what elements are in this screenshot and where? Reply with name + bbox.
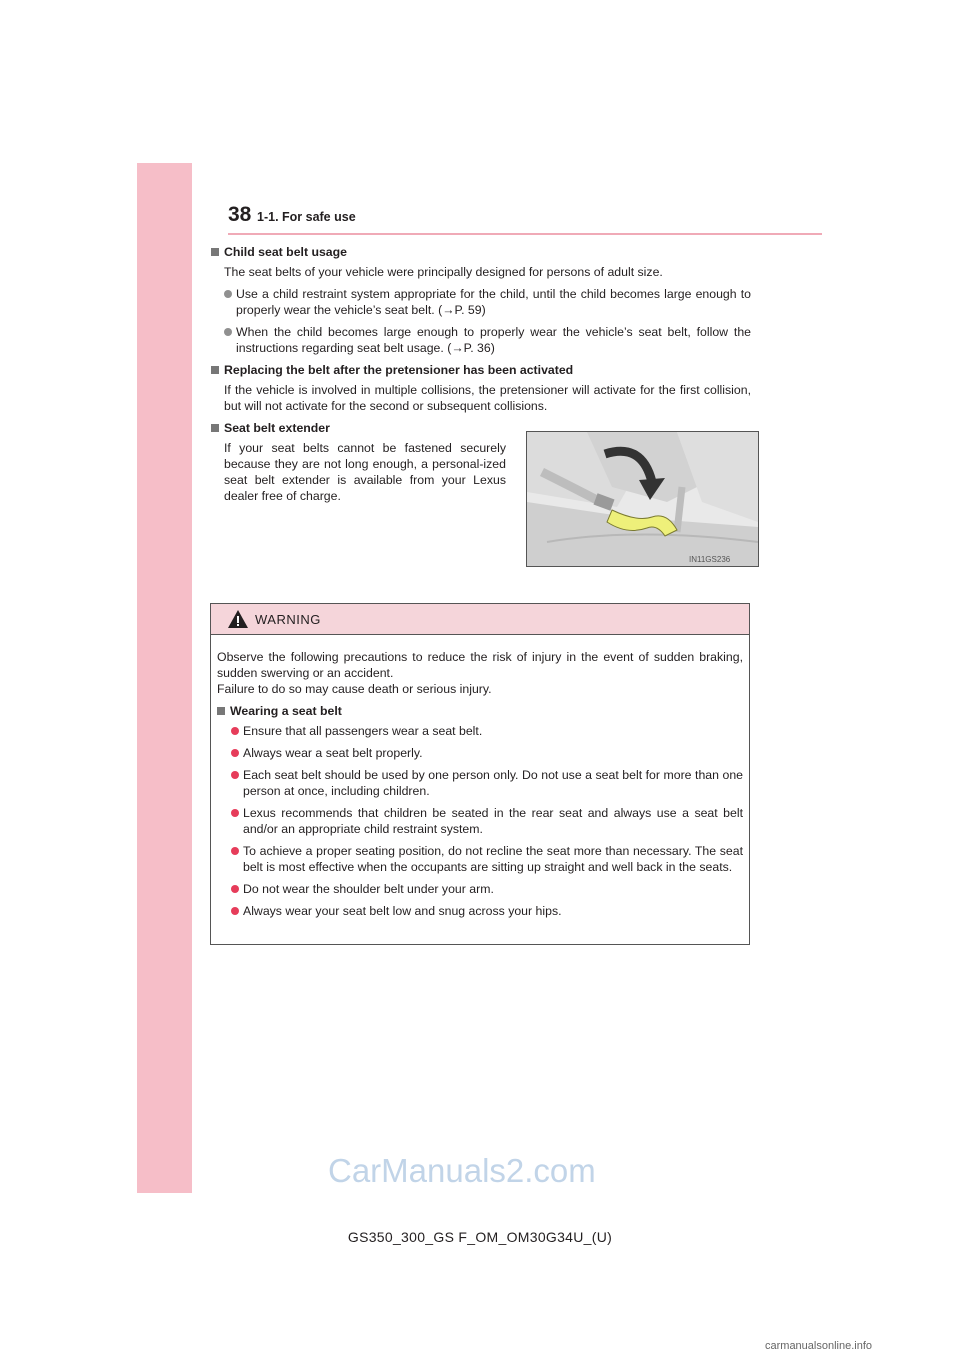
warning-label: WARNING bbox=[255, 612, 321, 627]
square-bullet-icon bbox=[211, 366, 219, 374]
seat-belt-extender-text: If your seat belts cannot be fastened securely because they are not long enough, a personal-ized seat belt extender is available from your Lexus dealer free of charge. bbox=[224, 441, 506, 503]
warning-header bbox=[211, 604, 749, 635]
seat-belt-extender-illustration bbox=[526, 431, 759, 567]
footer-code: GS350_300_GS F_OM_OM30G34U_(U) bbox=[347, 1229, 613, 1245]
circle-bullet-icon bbox=[231, 907, 239, 915]
seat-belt-extender-heading: Seat belt extender bbox=[211, 420, 751, 436]
circle-bullet-icon bbox=[231, 885, 239, 893]
side-tab-bar bbox=[137, 163, 192, 1193]
circle-bullet-icon bbox=[224, 328, 232, 336]
wearing-seat-belt-heading: Wearing a seat belt bbox=[217, 703, 743, 719]
list-item: Do not wear the shoulder belt under your arm. bbox=[217, 881, 743, 897]
list-item: Always wear a seat belt properly. bbox=[217, 745, 743, 761]
pretensioner-heading: Replacing the belt after the pretensioner has been activated bbox=[211, 362, 751, 378]
list-item: When the child becomes large enough to properly wear the vehicle’s seat belt, follow the instructions regarding seat belt usage. (→P. 36) bbox=[211, 324, 751, 356]
circle-bullet-icon bbox=[224, 290, 232, 298]
warning-body bbox=[211, 635, 749, 919]
list-item: To achieve a proper seating position, do not recline the seat more than necessary. The seat belt is most effective when the occupants are sitting up straight and well back in the seats. bbox=[217, 843, 743, 875]
illustration-code: IN11GS236 bbox=[689, 555, 731, 564]
watermark-main: CarManuals2.com bbox=[328, 1152, 596, 1189]
circle-bullet-icon bbox=[231, 727, 239, 735]
warning-triangle-icon bbox=[227, 609, 249, 634]
seat-illustration bbox=[527, 432, 758, 566]
square-bullet-icon bbox=[211, 248, 219, 256]
warning-intro: Observe the following precautions to reduce the risk of injury in the event of sudden braking, sudden swerving or an accident. Failure to do so may cause death or serious injury. bbox=[217, 650, 743, 696]
watermark-corner: carmanualsonline.info bbox=[765, 1340, 873, 1352]
circle-bullet-icon bbox=[231, 771, 239, 779]
square-bullet-icon bbox=[217, 707, 225, 715]
list-item: Each seat belt should be used by one person only. Do not use a seat belt for more than one person at once, including children. bbox=[217, 767, 743, 799]
header-divider bbox=[228, 233, 822, 235]
list-item: Lexus recommends that children be seated in the rear seat and always use a seat belt and/or an appropriate child restraint system. bbox=[217, 805, 743, 837]
page-number: 38 bbox=[228, 203, 252, 226]
list-item: Always wear your seat belt low and snug across your hips. bbox=[217, 903, 743, 919]
square-bullet-icon bbox=[211, 424, 219, 432]
list-item: Use a child restraint system appropriate for the child, until the child becomes large enough to properly wear the vehicle’s seat belt. (→P. 59) bbox=[211, 286, 751, 318]
warning-box bbox=[210, 603, 750, 945]
page-content bbox=[211, 244, 751, 594]
pretensioner-text: If the vehicle is involved in multiple collisions, the pretensioner will activate for the first collision, but will not activate for the second or subsequent collisions. bbox=[224, 383, 751, 413]
section-title: 1-1. For safe use bbox=[257, 210, 356, 224]
list-item: Ensure that all passengers wear a seat belt. bbox=[217, 723, 743, 739]
child-seat-belt-text: The seat belts of your vehicle were principally designed for persons of adult size. bbox=[224, 265, 663, 279]
circle-bullet-icon bbox=[231, 749, 239, 757]
seat-belt-extender-block bbox=[211, 440, 751, 594]
circle-bullet-icon bbox=[231, 847, 239, 855]
circle-bullet-icon bbox=[231, 809, 239, 817]
child-seat-belt-heading: Child seat belt usage bbox=[211, 244, 751, 260]
